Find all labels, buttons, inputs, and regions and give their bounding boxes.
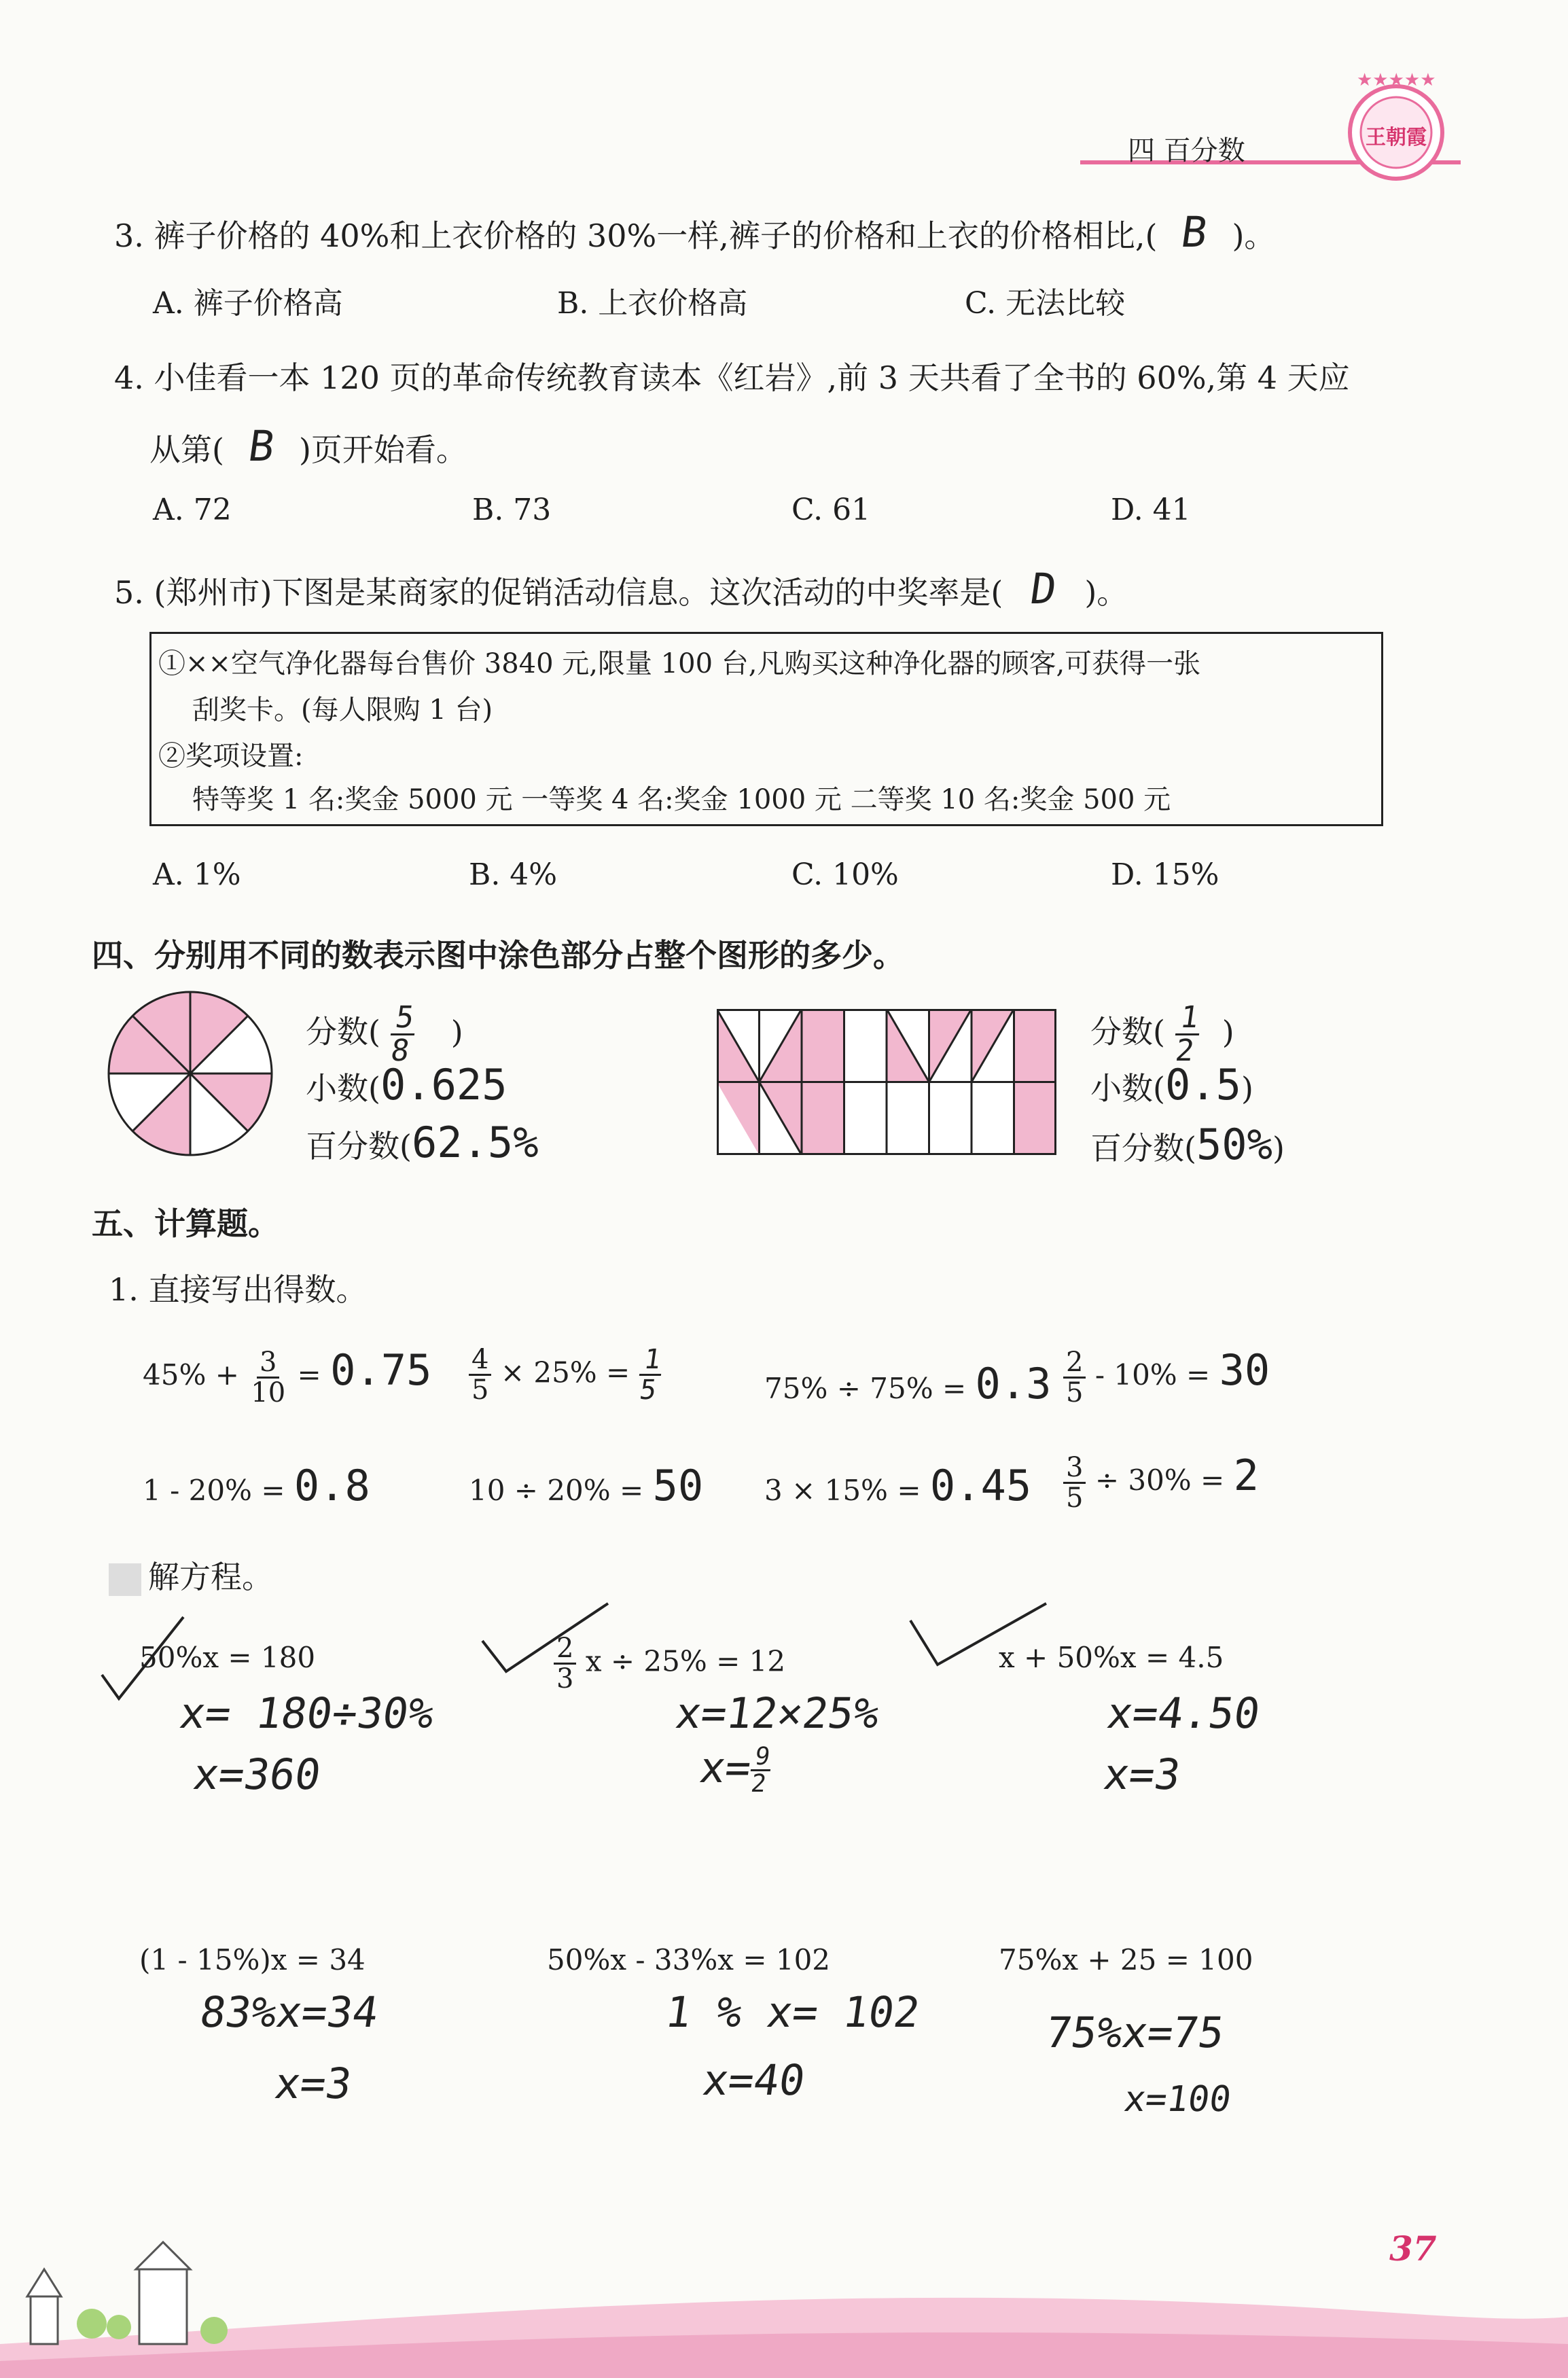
circle-percent-row: 百分数(62.5%: [306, 1118, 539, 1167]
equation-3: x + 50%x = 4.5: [999, 1641, 1224, 1674]
promo-line-2: 刮奖卡。(每人限购 1 台): [192, 694, 493, 726]
circle-decimal-answer: 0.625: [380, 1060, 507, 1110]
q4-option-d: D. 41: [1111, 493, 1191, 527]
circle-fraction-row: 分数( $\frac{5}{8}$ ): [306, 1000, 463, 1069]
promo-line-3: ②奖项设置:: [158, 741, 304, 772]
circle-fraction-answer: $\frac{5}{8}$: [386, 1002, 418, 1067]
brand-logo: [1342, 68, 1450, 183]
equation-5: 50%x - 33%x = 102: [547, 1943, 831, 1976]
circle-figure: [102, 985, 279, 1162]
rect-decimal-row: 小数(0.5): [1090, 1060, 1253, 1110]
equation-3-work-1: x=4.50: [1103, 1688, 1264, 1738]
section4-title: 四、分别用不同的数表示图中涂色部分占整个图形的多少。: [92, 937, 904, 974]
rect-decimal-answer: 0.5: [1164, 1060, 1241, 1110]
q4-answer: B: [245, 421, 278, 471]
promo-box: [149, 632, 1383, 826]
section5-sub1: 1. 直接写出得数。: [109, 1271, 368, 1308]
q5-option-d: D. 15%: [1111, 857, 1219, 892]
rect-fraction-row: 分数( $\frac{1}{2}$ ): [1090, 1000, 1234, 1069]
house-icon: [10, 2222, 255, 2358]
equation-2: $\frac{2}{3}$ x ÷ 25% = 12: [554, 1634, 785, 1693]
section5-title: 五、计算题。: [92, 1205, 279, 1242]
rect-percent-row: 百分数(50%): [1090, 1120, 1285, 1169]
direct-answer: 30: [1219, 1345, 1270, 1395]
q5-option-b: B. 4%: [469, 857, 558, 892]
q3-stem: 3. 裤子价格的 40%和上衣价格的 30%一样,裤子的价格和上衣的价格相比,( B )。: [114, 207, 1276, 257]
q5-answer: D: [1027, 564, 1061, 614]
direct-calc-5: 1 - 20% = 0.8: [143, 1461, 370, 1510]
svg-text:王朝霞: 王朝霞: [1366, 126, 1427, 149]
equation-1-work-2: x=360: [190, 1750, 324, 1799]
q5-option-a: A. 1%: [153, 857, 241, 892]
direct-calc-4: $\frac{2}{5}$ - 10% = 30: [1063, 1345, 1270, 1407]
q4-stem: 4. 小佳看一本 120 页的革命传统教育读本《红岩》,前 3 天共看了全书的 60%,第 4 天应: [114, 359, 1350, 396]
label-blot: [109, 1563, 141, 1596]
direct-answer: 0.3: [975, 1359, 1052, 1408]
rect-figure: [717, 1009, 1056, 1155]
q4-option-c: C. 61: [791, 493, 871, 527]
promo-line-1: ①××空气净化器每台售价 3840 元,限量 100 台,凡购买这种净化器的顾客,可获得一张: [158, 648, 1201, 679]
rect-fraction-answer: $\frac{1}{2}$: [1171, 1002, 1203, 1067]
direct-answer: 0.8: [293, 1461, 370, 1510]
equation-5-work-2: x=40: [699, 2055, 808, 2105]
q4-option-a: A. 72: [153, 493, 232, 527]
q3-option-b: B. 上衣价格高: [557, 286, 748, 321]
direct-answer: 50: [652, 1461, 704, 1510]
direct-answer: $\frac{1}{5}$: [635, 1345, 664, 1404]
page-number: 37: [1389, 2229, 1437, 2269]
equation-6-work-2: x=100: [1121, 2079, 1234, 2120]
equation-4-work-2: x=3: [271, 2059, 355, 2108]
direct-calc-8: $\frac{3}{5}$ ÷ 30% = 2: [1063, 1451, 1259, 1512]
q4-stem-line2: 从第( B )页开始看。: [149, 421, 467, 471]
direct-answer: 0.45: [929, 1461, 1032, 1510]
section-label: 四 百分数: [1128, 135, 1245, 166]
q3-option-c: C. 无法比较: [965, 286, 1126, 321]
direct-calc-6: 10 ÷ 20% = 50: [469, 1461, 704, 1510]
equation-4: (1 - 15%)x = 34: [139, 1943, 366, 1976]
svg-text:★★★★★: ★★★★★: [1357, 70, 1436, 90]
equation-2-work-2: x= $\frac{9}{2}$: [696, 1743, 774, 1797]
equation-5-work-1: 1 % x= 102: [662, 1987, 923, 2037]
direct-calc-7: 3 × 15% = 0.45: [764, 1461, 1032, 1510]
direct-calc-1: 45% + $\frac{3}{10}$ = 0.75: [143, 1345, 432, 1408]
q5-stem: 5. (郑州市)下图是某商家的促销活动信息。这次活动的中奖率是( D )。: [114, 564, 1128, 614]
direct-calc-3: 75% ÷ 75% = 0.3: [764, 1359, 1052, 1408]
equation-1-work-1: x= 180÷30%: [176, 1688, 438, 1738]
direct-answer: 2: [1233, 1451, 1259, 1500]
circle-decimal-row: 小数(0.625: [306, 1060, 507, 1110]
equation-3-work-2: x=3: [1100, 1750, 1184, 1799]
circle-percent-answer: 62.5%: [411, 1118, 539, 1167]
q3-answer: B: [1178, 207, 1211, 257]
direct-calc-2: $\frac{4}{5}$ × 25% = $\frac{1}{5}$: [469, 1345, 661, 1404]
q4-option-b: B. 73: [472, 493, 552, 527]
promo-line-4: 特等奖 1 名:奖金 5000 元 一等奖 4 名:奖金 1000 元 二等奖 10 名:奖金 500 元: [192, 784, 1171, 815]
q5-option-c: C. 10%: [791, 857, 899, 892]
equation-6: 75%x + 25 = 100: [999, 1943, 1253, 1976]
equation-2-work-1: x=12×25%: [672, 1688, 883, 1738]
equation-1: 50%x = 180: [139, 1641, 316, 1674]
equation-4-work-1: 83%x=34: [196, 1987, 382, 2037]
equation-6-work-1: 75%x=75: [1042, 2008, 1228, 2057]
rect-percent-answer: 50%: [1196, 1120, 1272, 1169]
section5-sub2: 解方程。: [109, 1552, 273, 1597]
q3-option-a: A. 裤子价格高: [153, 286, 343, 321]
direct-answer: 0.75: [330, 1345, 432, 1395]
